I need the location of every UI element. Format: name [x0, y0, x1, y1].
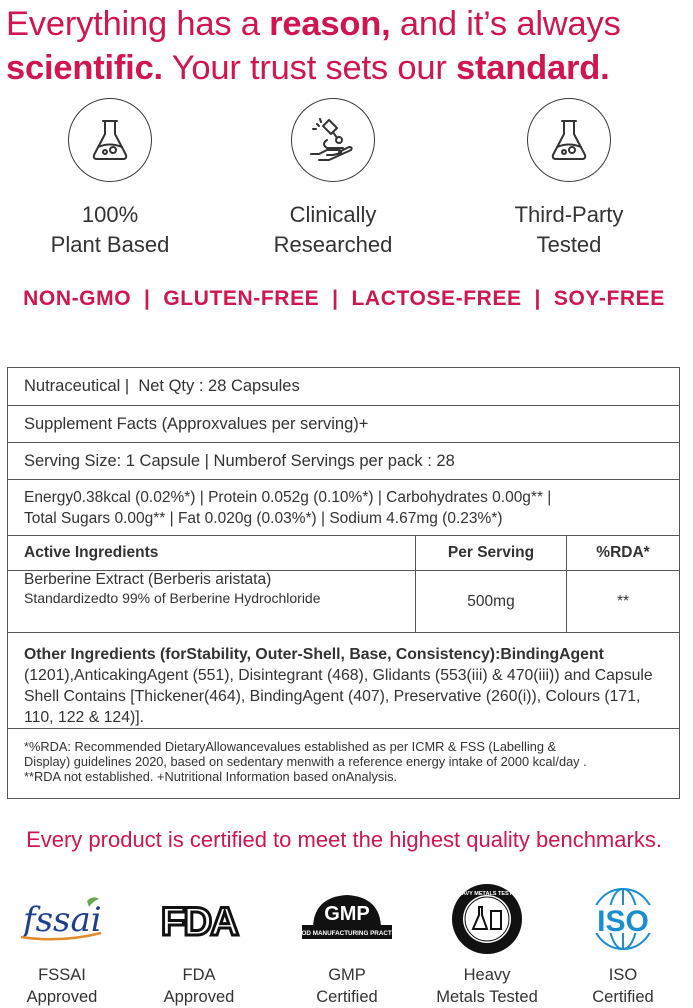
flask-icon — [68, 98, 152, 182]
gmp-logo — [277, 880, 417, 958]
cert-label: FSSAI Approved — [26, 966, 98, 1006]
iso-logo-text: ISO — [597, 905, 649, 938]
footnote-line-3: **RDA not established. +Nutritional Information based onAnalysis. — [24, 769, 398, 784]
other-ingredients-row — [8, 633, 679, 729]
other-ingredients-text: (1201),AnticakingAgent (551), Disintegrant (468), Glidants (553(iii) & 470(iii)) and Capsule Shell Contains [Thickener(464), BindingAgent (407), Preservative (260(i)), Colours (171, 110, 122 & 124)]. — [24, 667, 653, 726]
serving-size-text: Serving Size: 1 Capsule | Numberof Servings per pack : 28 — [24, 451, 455, 470]
heavy-metals-logo — [417, 880, 557, 958]
cert-label: Heavy Metals Tested — [436, 966, 538, 1006]
gmp-logo-text: GMP — [324, 903, 370, 925]
flask-icon — [527, 98, 611, 182]
supplement-facts-text: Supplement Facts (Approxvalues per serving)+ — [24, 414, 369, 433]
feature-list — [0, 98, 688, 268]
per-serving-header: Per Serving — [416, 536, 567, 570]
certification-list — [0, 880, 688, 1006]
footnote-row — [8, 729, 679, 798]
ingredient-rda-cell: ** — [616, 592, 630, 610]
rda-header: %RDA* — [596, 544, 650, 561]
feature-clinically-researched — [233, 98, 433, 260]
cert-iso — [553, 880, 693, 1008]
serving-size-row — [8, 443, 679, 480]
supplement-facts-row — [8, 406, 679, 443]
feature-third-party-tested — [469, 98, 669, 260]
feature-plant-based — [10, 98, 210, 260]
fda-logo — [129, 880, 269, 958]
net-qty-row — [8, 368, 679, 406]
cert-fda — [129, 880, 269, 1008]
headline — [6, 2, 686, 90]
cert-label: ISO Certified — [592, 966, 654, 1006]
feature-label: Third-Party Tested — [514, 202, 624, 257]
fssai-logo-text: fssai — [23, 900, 102, 940]
ingredient-row — [8, 571, 679, 633]
certification-title: Every product is certified to meet the highest quality benchmarks. — [26, 827, 662, 852]
supplement-facts-table — [7, 367, 680, 799]
ingredient-serving-cell: 500mg — [416, 571, 567, 632]
free-from-claims: NON-GMO | GLUTEN-FREE | LACTOSE-FREE | SOY-FREE — [23, 287, 665, 310]
ingredient-name: Berberine Extract (Berberis aristata) — [24, 571, 272, 588]
ingredient-name-cell — [8, 571, 416, 632]
footnote-line-2: Display) guidelines 2020, based on sedentary menwith a reference energy intake of 2000 kcal/day . — [24, 754, 587, 769]
nutrition-values-row — [8, 480, 679, 536]
cert-gmp — [277, 880, 417, 1008]
net-qty-text: Nutraceutical | Net Qty : 28 Capsules — [24, 377, 300, 395]
other-ingredients-heading: Other Ingredients (forStability, Outer-Shell, Base, Consistency):BindingAgent — [24, 646, 604, 663]
gmp-logo-subtext: GOOD MANUFACTURING PRACTICE — [291, 930, 403, 937]
nutrition-values-line-1: Energy0.38kcal (0.02%*) | Protein 0.052g (0.10%*) | Carbohydrates 0.00g** | — [24, 488, 552, 506]
microscope-hand-icon — [291, 98, 375, 182]
cert-label: FDA Approved — [163, 966, 235, 1006]
cert-fssai — [0, 880, 132, 1008]
nutrition-values-line-2: Total Sugars 0.00g** | Fat 0.020g (0.03%*) | Sodium 4.67mg (0.23%*) — [24, 509, 503, 527]
cert-label: GMP Certified — [316, 966, 378, 1006]
ingredient-standardization: Standardizedto 99% of Berberine Hydrochloride — [24, 590, 321, 606]
headline-line-2: scientific. Your trust sets our standard. — [6, 49, 610, 87]
cert-heavy-metals — [417, 880, 557, 1008]
active-ingredients-header: Active Ingredients — [8, 536, 416, 570]
fda-logo-text: FDA — [160, 900, 238, 944]
feature-label: Clinically Researched — [273, 202, 393, 257]
footnote-line-1: *%RDA: Recommended DietaryAllowancevalues established as per ICMR & FSS (Labelling & — [24, 739, 557, 754]
headline-line-1: Everything has a reason, and it’s always — [6, 5, 621, 43]
feature-label: 100% Plant Based — [50, 202, 170, 257]
heavy-metals-logo-text: HEAVY METALS TESTED — [454, 891, 520, 897]
fssai-logo — [0, 880, 132, 958]
iso-logo — [553, 880, 693, 958]
ingredients-header-row — [8, 536, 679, 571]
